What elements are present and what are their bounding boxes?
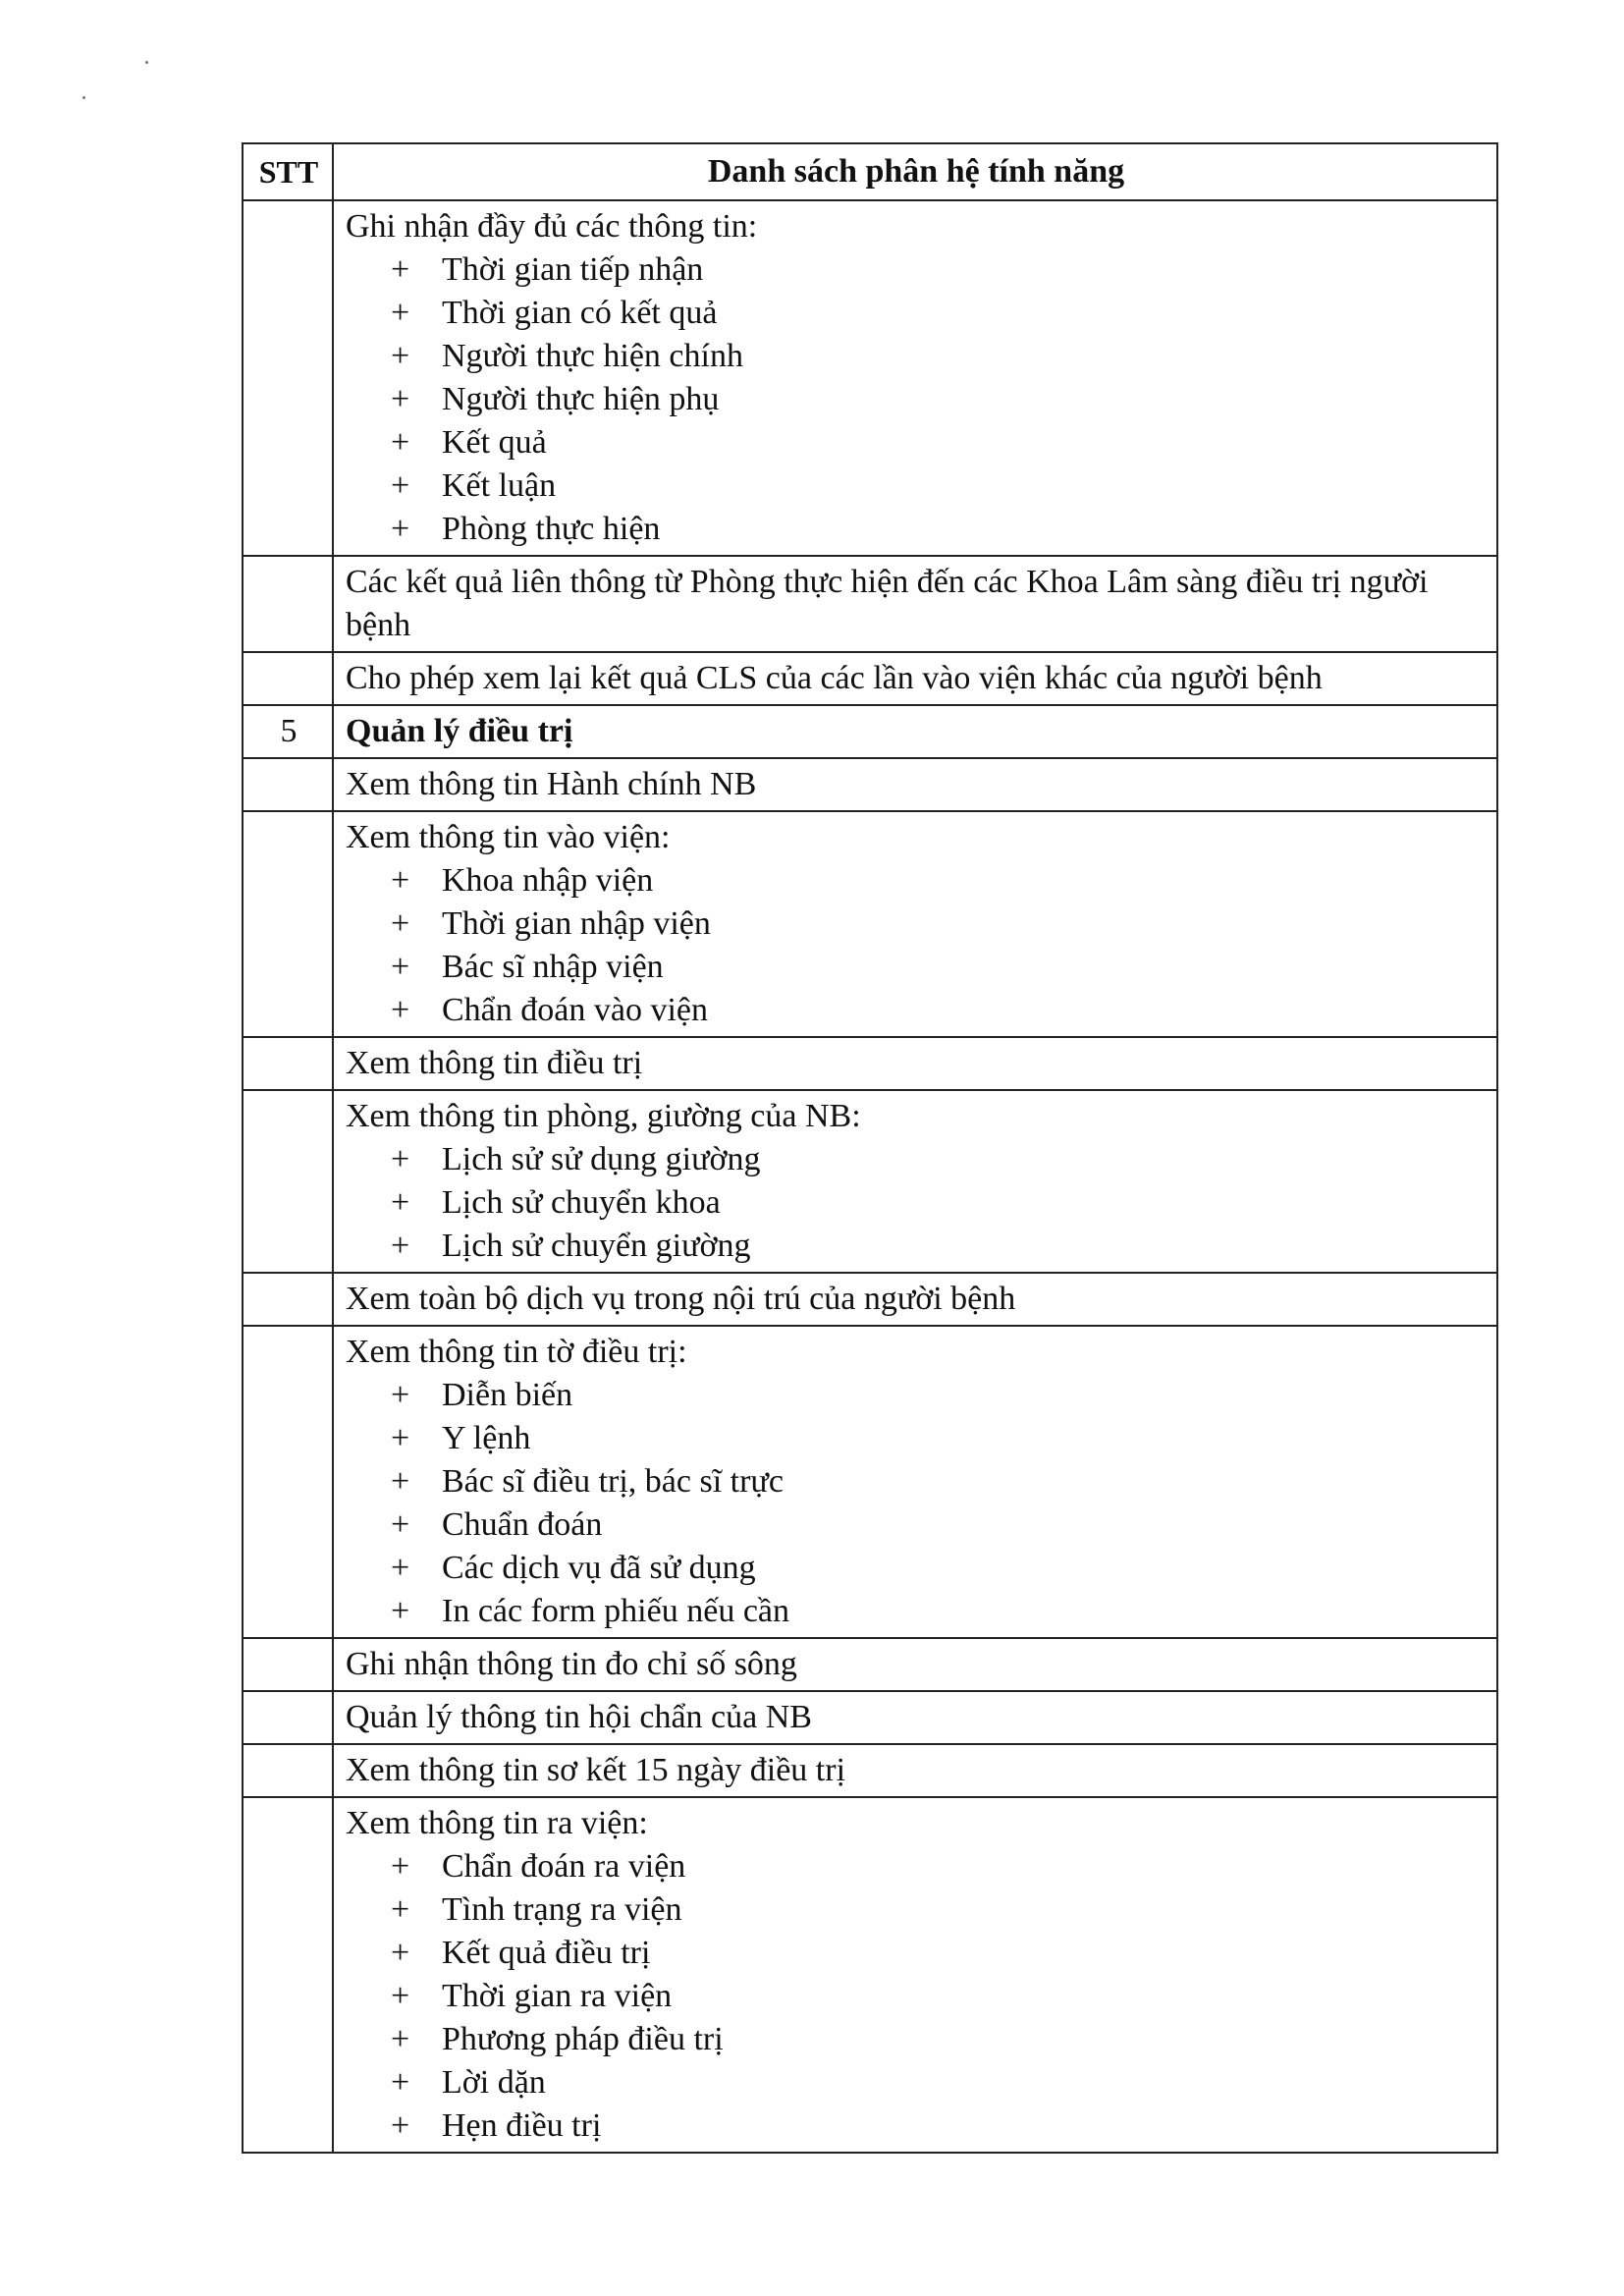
section-heading: Quản lý điều trị <box>346 713 573 749</box>
table-row <box>243 811 1497 1037</box>
plus-marker: + <box>391 1141 410 1177</box>
plus-marker: + <box>391 949 410 985</box>
list-item <box>391 1590 1487 1633</box>
table-row <box>243 758 1497 811</box>
plus-marker: + <box>391 2021 410 2057</box>
stt-cell: 5 <box>243 705 333 758</box>
list-item-text: Lời dặn <box>442 2064 546 2101</box>
list-item <box>391 1932 1487 1975</box>
list-item-text: Lịch sử chuyển giường <box>442 1228 751 1264</box>
list-item <box>391 465 1487 508</box>
feature-text: Xem thông tin điều trị <box>346 1045 643 1081</box>
feature-sublist <box>346 248 1487 551</box>
table-body <box>243 200 1497 2153</box>
table-header-row <box>243 143 1497 200</box>
plus-marker: + <box>391 1506 410 1543</box>
list-item <box>391 335 1487 378</box>
stt-cell <box>243 1326 333 1638</box>
stt-cell <box>243 1691 333 1744</box>
plus-marker: + <box>391 1891 410 1928</box>
list-item <box>391 1845 1487 1888</box>
feature-cell <box>333 1797 1497 2153</box>
list-item <box>391 859 1487 902</box>
feature-cell <box>333 1638 1497 1691</box>
plus-marker: + <box>391 467 410 504</box>
plus-marker: + <box>391 511 410 547</box>
table-row <box>243 200 1497 556</box>
list-item-text: Người thực hiện phụ <box>442 381 720 417</box>
list-item <box>391 946 1487 989</box>
list-item <box>391 248 1487 292</box>
list-item-text: Chuẩn đoán <box>442 1506 603 1543</box>
plus-marker: + <box>391 1463 410 1500</box>
list-item <box>391 2105 1487 2148</box>
list-item <box>391 1138 1487 1181</box>
list-item <box>391 508 1487 551</box>
scan-edge-mark <box>1602 1336 1616 1630</box>
stt-cell <box>243 758 333 811</box>
feature-text: Xem thông tin vào viện: <box>346 819 671 855</box>
feature-cell <box>333 758 1497 811</box>
plus-marker: + <box>391 1184 410 1221</box>
plus-marker: + <box>391 1228 410 1264</box>
feature-cell <box>333 1273 1497 1326</box>
list-item-text: Chẩn đoán ra viện <box>442 1848 686 1885</box>
list-item-text: Thời gian có kết quả <box>442 295 718 331</box>
stt-cell <box>243 1037 333 1090</box>
list-item-text: Bác sĩ nhập viện <box>442 949 664 985</box>
plus-marker: + <box>391 338 410 374</box>
list-item-text: Phương pháp điều trị <box>442 2021 724 2057</box>
list-item-text: Các dịch vụ đã sử dụng <box>442 1550 756 1586</box>
feature-text: Ghi nhận thông tin đo chỉ số sông <box>346 1646 797 1682</box>
list-item <box>391 292 1487 335</box>
stt-cell <box>243 1638 333 1691</box>
feature-cell <box>333 1744 1497 1797</box>
list-item <box>391 1225 1487 1268</box>
feature-table <box>242 142 1498 2154</box>
stt-cell <box>243 652 333 705</box>
plus-marker: + <box>391 1377 410 1413</box>
table-row <box>243 1090 1497 1273</box>
table-row <box>243 1273 1497 1326</box>
plus-marker: + <box>391 381 410 417</box>
feature-cell <box>333 652 1497 705</box>
list-item-text: Khoa nhập viện <box>442 862 654 899</box>
list-item-text: Thời gian nhập viện <box>442 905 711 942</box>
list-item <box>391 902 1487 946</box>
list-item <box>391 2018 1487 2061</box>
list-item-text: Phòng thực hiện <box>442 511 661 547</box>
plus-marker: + <box>391 862 410 899</box>
plus-marker: + <box>391 1550 410 1586</box>
plus-marker: + <box>391 295 410 331</box>
feature-cell <box>333 1326 1497 1638</box>
plus-marker: + <box>391 1978 410 2014</box>
feature-cell <box>333 811 1497 1037</box>
scan-speck <box>82 96 85 99</box>
list-item-text: Kết luận <box>442 467 557 504</box>
plus-marker: + <box>391 1848 410 1885</box>
feature-sublist <box>346 1138 1487 1268</box>
list-item-text: In các form phiếu nếu cần <box>442 1593 789 1629</box>
table-row <box>243 1744 1497 1797</box>
stt-cell <box>243 1090 333 1273</box>
plus-marker: + <box>391 251 410 288</box>
plus-marker: + <box>391 424 410 461</box>
list-item <box>391 1181 1487 1225</box>
list-item <box>391 1975 1487 2018</box>
table-row <box>243 705 1497 758</box>
feature-cell <box>333 705 1497 758</box>
list-item-text: Kết quả <box>442 424 547 461</box>
table-row <box>243 1326 1497 1638</box>
header-stt: STT <box>243 143 333 200</box>
plus-marker: + <box>391 992 410 1028</box>
plus-marker: + <box>391 905 410 942</box>
scan-speck <box>145 61 148 64</box>
list-item-text: Lịch sử sử dụng giường <box>442 1141 761 1177</box>
stt-cell <box>243 200 333 556</box>
list-item-text: Y lệnh <box>442 1420 531 1456</box>
list-item-text: Kết quả điều trị <box>442 1935 651 1971</box>
header-title: Danh sách phân hệ tính năng <box>333 143 1497 200</box>
list-item <box>391 1888 1487 1932</box>
feature-cell <box>333 556 1497 652</box>
feature-text: Xem toàn bộ dịch vụ trong nội trú của người bệnh <box>346 1281 1016 1317</box>
feature-sublist <box>346 1845 1487 2148</box>
list-item <box>391 378 1487 421</box>
table-row <box>243 556 1497 652</box>
list-item <box>391 1503 1487 1547</box>
table-row <box>243 652 1497 705</box>
list-item-text: Lịch sử chuyển khoa <box>442 1184 721 1221</box>
list-item-text: Người thực hiện chính <box>442 338 743 374</box>
feature-sublist <box>346 859 1487 1032</box>
list-item <box>391 1547 1487 1590</box>
stt-cell <box>243 1744 333 1797</box>
feature-text: Xem thông tin sơ kết 15 ngày điều trị <box>346 1752 846 1788</box>
table-row <box>243 1638 1497 1691</box>
stt-cell <box>243 1797 333 2153</box>
list-item <box>391 421 1487 465</box>
feature-text: Cho phép xem lại kết quả CLS của các lần vào viện khác của người bệnh <box>346 660 1323 696</box>
list-item-text: Bác sĩ điều trị, bác sĩ trực <box>442 1463 784 1500</box>
table-row <box>243 1691 1497 1744</box>
plus-marker: + <box>391 2064 410 2101</box>
list-item-text: Hẹn điều trị <box>442 2107 602 2144</box>
list-item <box>391 1417 1487 1460</box>
feature-cell <box>333 1691 1497 1744</box>
plus-marker: + <box>391 1935 410 1971</box>
feature-sublist <box>346 1374 1487 1633</box>
stt-cell <box>243 556 333 652</box>
list-item <box>391 1374 1487 1417</box>
list-item <box>391 2061 1487 2105</box>
list-item-text: Chẩn đoán vào viện <box>442 992 708 1028</box>
list-item-text: Diễn biến <box>442 1377 573 1413</box>
stt-cell <box>243 1273 333 1326</box>
list-item <box>391 989 1487 1032</box>
list-item-text: Thời gian tiếp nhận <box>442 251 704 288</box>
plus-marker: + <box>391 1420 410 1456</box>
feature-text: Quản lý thông tin hội chẩn của NB <box>346 1699 812 1735</box>
plus-marker: + <box>391 1593 410 1629</box>
plus-marker: + <box>391 2107 410 2144</box>
feature-text: Các kết quả liên thông từ Phòng thực hiện đến các Khoa Lâm sàng điều trị người bệnh <box>346 564 1429 643</box>
table-row <box>243 1797 1497 2153</box>
feature-cell <box>333 200 1497 556</box>
stt-cell <box>243 811 333 1037</box>
feature-text: Xem thông tin ra viện: <box>346 1805 648 1841</box>
feature-cell <box>333 1090 1497 1273</box>
feature-text: Xem thông tin phòng, giường của NB: <box>346 1098 861 1134</box>
feature-cell <box>333 1037 1497 1090</box>
feature-text: Xem thông tin tờ điều trị: <box>346 1334 687 1370</box>
list-item-text: Tình trạng ra viện <box>442 1891 682 1928</box>
table-row <box>243 1037 1497 1090</box>
feature-text: Xem thông tin Hành chính NB <box>346 766 757 802</box>
feature-text: Ghi nhận đầy đủ các thông tin: <box>346 208 758 245</box>
list-item-text: Thời gian ra viện <box>442 1978 673 2014</box>
list-item <box>391 1460 1487 1503</box>
